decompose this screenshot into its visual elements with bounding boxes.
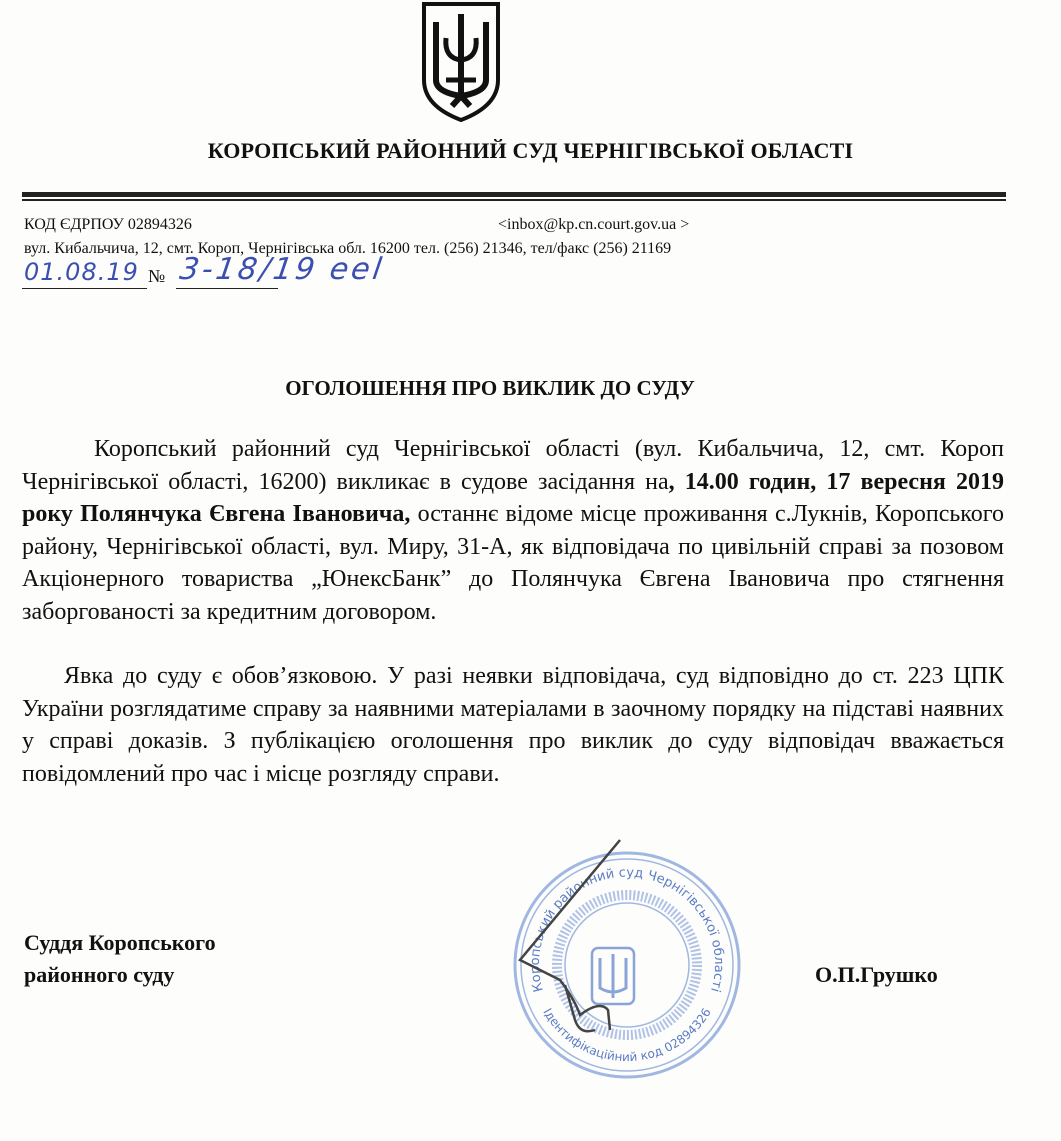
- court-stamp: [500, 840, 800, 1080]
- attendance-paragraph: Явка до суду є обов’язковою. У разі неявки відповідача, суд відповідно до ст. 223 ЦПК України розглядатиме справу за наявними матеріалами в заочному порядку на підставі наявних у справі доказів. З публікацією оголошення про виклик до суду відповідач вважається повідомлений про час і місце розгляду справи.: [22, 663, 1004, 787]
- judge-title-line1: Суддя Коропського: [24, 930, 216, 955]
- court-address: вул. Кибальчича, 12, смт. Короп, Чернігівська обл. 16200 тел. (256) 21346, тел/факс (256) 21169: [24, 240, 672, 257]
- trident-emblem-icon: [418, 0, 504, 122]
- date-underline: [22, 288, 147, 289]
- handwritten-number: 3-18/19 eel: [177, 252, 387, 287]
- summons-paragraph: [22, 433, 1004, 628]
- paragraph-text: останнє відоме місце проживання с.Лукнів, Коропського району, Чернігівської області, вул. Миру, 31-А, як відповідача по цивільній справі за позовом Акціонерного товариства „ЮнексБанк” до Полянчука Євгена Івановича про стягнення заборгованості за кредитним договором.: [22, 501, 1004, 625]
- stamp-outer-text: Коропський районний суд Чернігівської області: [527, 865, 727, 994]
- handwritten-date: 01.08.19: [24, 258, 139, 286]
- paragraph-text: Коропський районний суд Чернігівської області (вул. Кибальчича, 12, смт. Короп Чернігівської області, 16200) викликає в судове засідання на: [22, 436, 1004, 495]
- number-underline: [176, 288, 278, 289]
- header-rule-thin: [22, 199, 1006, 201]
- edrpou-code: КОД ЄДРПОУ 02894326: [24, 216, 192, 233]
- header-rule: [22, 192, 1006, 197]
- hearing-details: , 14.00 годин, 17 вересня 2019 року Полянчука Євгена Івановича,: [22, 468, 1004, 527]
- number-sign: №: [148, 266, 166, 286]
- judge-name: О.П.Грушко: [815, 962, 938, 987]
- document-heading: ОГОЛОШЕННЯ ПРО ВИКЛИК ДО СУДУ: [285, 376, 695, 400]
- court-email: <inbox@kp.cn.court.gov.ua >: [498, 216, 690, 233]
- court-title: КОРОПСЬКИЙ РАЙОННИЙ СУД ЧЕРНІГІВСЬКОЇ ОБЛАСТІ: [207, 138, 854, 163]
- judge-title-line2: районного суду: [24, 962, 175, 987]
- stamp-inner-text: Ідентифікаційний код 02894326: [540, 1005, 714, 1065]
